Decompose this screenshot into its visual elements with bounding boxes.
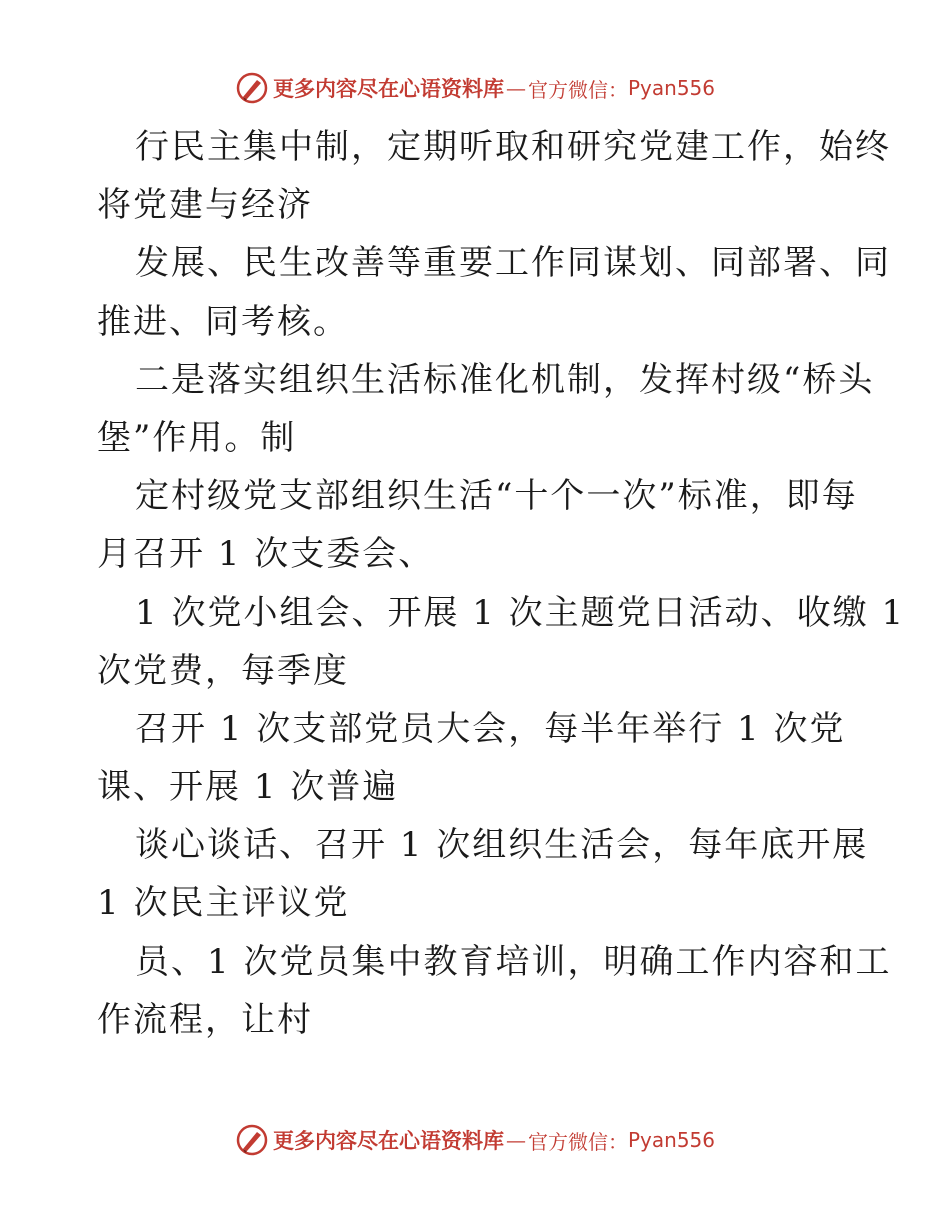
header-banner bbox=[0, 68, 950, 108]
body-line: 推进、同考核。 bbox=[97, 301, 349, 342]
body-line: 二是落实组织生活标准化机制，发挥村级“桥头 bbox=[135, 359, 875, 400]
document-body bbox=[97, 118, 906, 1049]
body-line: 员、1 次党员集中教育培训，明确工作内容和工 bbox=[135, 941, 892, 982]
separator-dash: — bbox=[505, 76, 526, 100]
wechat-label: 官方微信： bbox=[527, 77, 628, 102]
pen-logo-icon bbox=[235, 1123, 269, 1157]
body-line: 课、开展 1 次普遍 bbox=[97, 767, 399, 808]
body-line: 谈心谈话、召开 1 次组织生活会，每年底开展 bbox=[135, 825, 869, 866]
body-line: 召开 1 次支部党员大会，每半年举行 1 次党 bbox=[135, 708, 846, 749]
body-line: 作流程，让村 bbox=[97, 999, 313, 1040]
body-line: 定村级党支部组织生活“十个一次”标准，即每 bbox=[135, 476, 858, 517]
body-line: 堡”作用。制 bbox=[97, 417, 297, 458]
site-name: 更多内容尽在心语资料库 bbox=[272, 76, 504, 101]
wechat-id: Pyan556 bbox=[627, 1128, 715, 1152]
separator-dash: — bbox=[505, 1128, 526, 1152]
wechat-label: 官方微信： bbox=[527, 1129, 628, 1154]
body-line: 1 次党小组会、开展 1 次主题党日活动、收缴 1 bbox=[135, 592, 906, 633]
body-line: 行民主集中制，定期听取和研究党建工作，始终 bbox=[135, 127, 891, 167]
body-line: 次党费，每季度 bbox=[97, 650, 349, 691]
body-line: 将党建与经济 bbox=[97, 185, 313, 226]
body-line: 月召开 1 次支委会、 bbox=[97, 534, 435, 575]
footer-banner bbox=[0, 1120, 950, 1160]
site-name: 更多内容尽在心语资料库 bbox=[272, 1128, 504, 1153]
wechat-id: Pyan556 bbox=[627, 76, 715, 100]
pen-logo-icon bbox=[235, 71, 269, 105]
body-line: 发展、民生改善等重要工作同谋划、同部署、同 bbox=[135, 243, 891, 284]
body-line: 1 次民主评议党 bbox=[97, 883, 350, 924]
